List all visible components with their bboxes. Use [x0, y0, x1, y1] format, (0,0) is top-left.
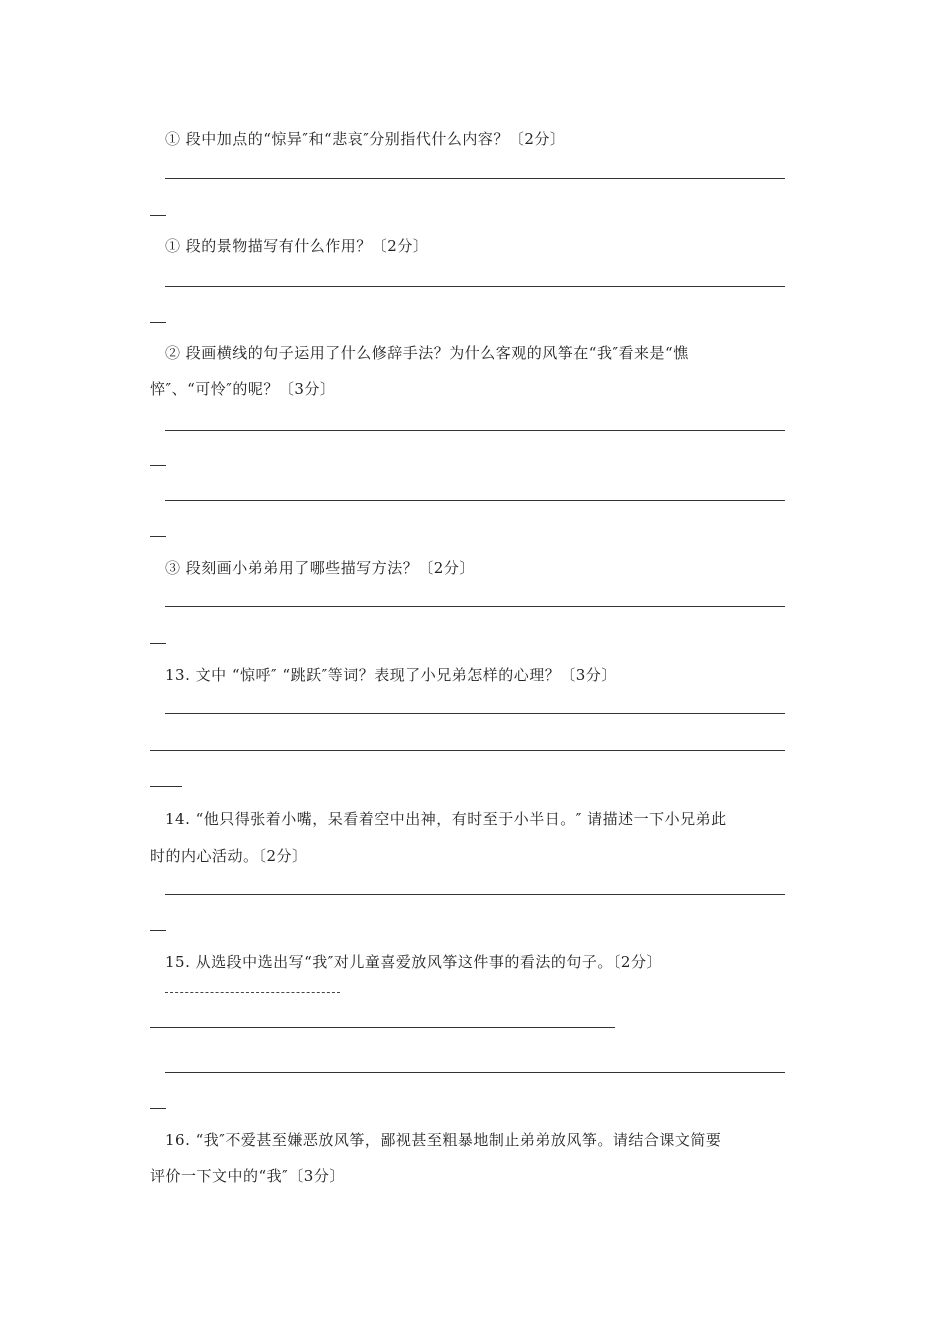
question-c-line1: ② 段画横线的句子运用了什么修辞手法？为什么客观的风筝在“我″看来是“憔 [165, 344, 689, 362]
answer-line-15-2[interactable] [165, 1072, 785, 1073]
answer-line-14[interactable] [165, 894, 785, 895]
question-13: 13. 文中 “惊呼″ “跳跃″等词？表现了小兄弟怎样的心理？〔3分〕 [165, 666, 617, 684]
question-14-line2: 时的内心活动。〔2分〕 [150, 847, 308, 865]
answer-line-d[interactable] [165, 606, 785, 607]
question-16-line2: 评价一下文中的“我″〔3分〕 [150, 1167, 345, 1185]
answer-line-d-stub [150, 643, 166, 644]
answer-line-c-2-stub [150, 536, 166, 537]
answer-dashes-15[interactable] [165, 992, 340, 993]
answer-line-14-stub [150, 930, 166, 931]
answer-line-13-1[interactable] [165, 713, 785, 714]
answer-line-15-stub [150, 1108, 166, 1109]
question-16-line1: 16. “我″不爱甚至嫌恶放风筝，鄙视甚至粗暴地制止弟弟放风筝。请结合课文简要 [165, 1131, 722, 1149]
question-14-line1: 14. “他只得张着小嘴，呆看着空中出神，有时至于小半日。″ 请描述一下小兄弟此 [165, 810, 727, 828]
answer-line-a-stub [150, 215, 166, 216]
answer-line-c-1[interactable] [165, 430, 785, 431]
answer-line-13-stub [150, 786, 182, 787]
question-15: 15. 从选段中选出写“我″对儿童喜爱放风筝这件事的看法的句子。〔2分〕 [165, 953, 662, 971]
question-d: ③ 段刻画小弟弟用了哪些描写方法？〔2分〕 [165, 559, 475, 577]
answer-line-a[interactable] [165, 178, 785, 179]
answer-line-c-2[interactable] [165, 500, 785, 501]
answer-line-b[interactable] [165, 286, 785, 287]
answer-line-15-1[interactable] [150, 1027, 615, 1028]
answer-line-c-1-stub [150, 465, 166, 466]
answer-line-b-stub [150, 322, 166, 323]
answer-line-13-2[interactable] [150, 750, 785, 751]
question-b: ① 段的景物描写有什么作用？〔2分〕 [165, 237, 429, 255]
question-a: ① 段中加点的“惊异″和“悲哀″分别指代什么内容？〔2分〕 [165, 130, 566, 148]
question-c-line2: 悴″、“可怜″的呢？〔3分〕 [150, 380, 336, 398]
